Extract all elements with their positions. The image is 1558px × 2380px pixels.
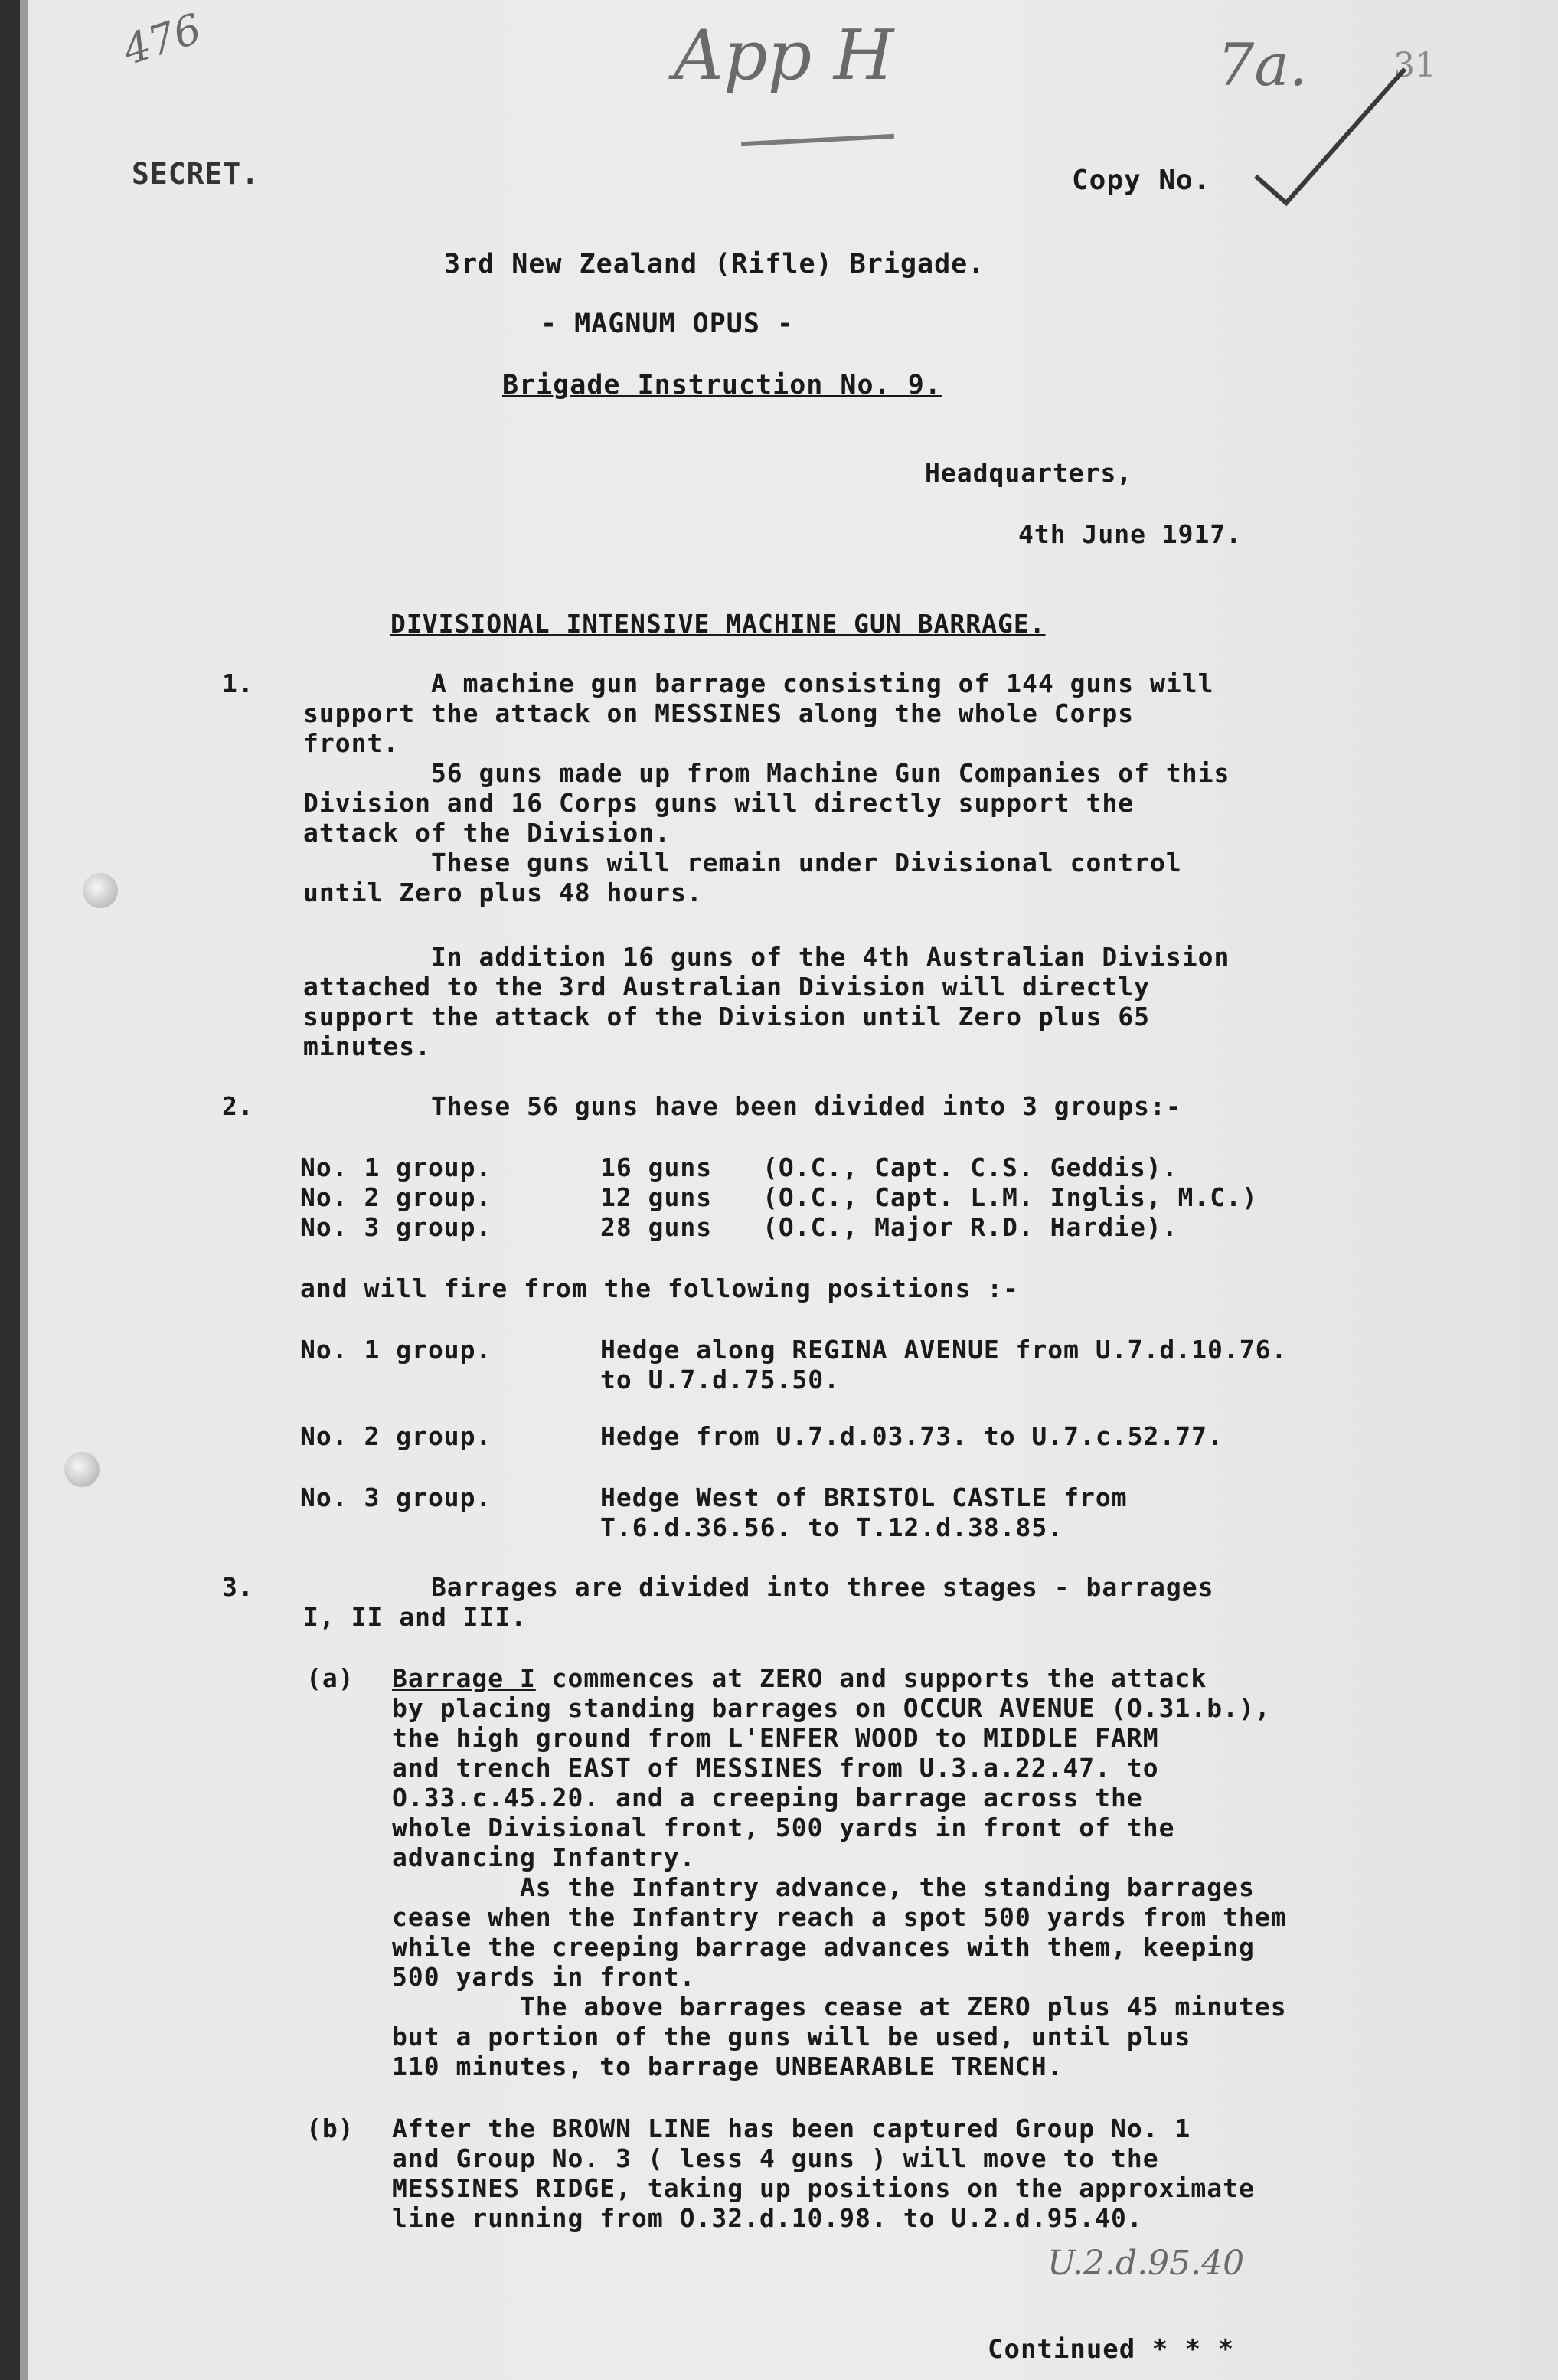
subparagraph-label: (b) bbox=[306, 2114, 354, 2143]
para3a-line: 110 minutes, to barrage UNBEARABLE TRENCH. bbox=[392, 2051, 1063, 2081]
page-binding-edge bbox=[0, 0, 20, 2380]
handwritten-page-number: 31 bbox=[1393, 46, 1436, 85]
continued-note: Continued * * * bbox=[988, 2334, 1235, 2365]
group-name: No. 2 group. bbox=[300, 1182, 492, 1212]
para1-line: A machine gun barrage consisting of 144 guns will bbox=[303, 669, 1214, 698]
para3a-first-line bbox=[392, 1663, 1207, 1693]
para2-intro: These 56 guns have been divided into 3 groups:- bbox=[303, 1091, 1182, 1121]
para1-line: attack of the Division. bbox=[303, 818, 671, 848]
handwritten-appendix-label: App H bbox=[674, 15, 894, 96]
para1-line: support the attack on MESSINES along the whole Corps bbox=[303, 698, 1135, 728]
position-group-name: No. 1 group. bbox=[300, 1335, 492, 1365]
group-oc: (O.C., Capt. L.M. Inglis, M.C.) bbox=[763, 1182, 1258, 1212]
group-name: No. 3 group. bbox=[300, 1212, 492, 1242]
position-line: to U.7.d.75.50. bbox=[600, 1365, 841, 1394]
para1-line: minutes. bbox=[303, 1031, 431, 1061]
para3a-line: the high ground from L'ENFER WOOD to MIDDLE FARM bbox=[392, 1723, 1159, 1753]
barrage-i-term: Barrage I bbox=[392, 1663, 536, 1693]
para3b-line: and Group No. 3 ( less 4 guns ) will move to the bbox=[392, 2143, 1159, 2173]
para3a-line: while the creeping barrage advances with them, keeping bbox=[392, 1932, 1255, 1962]
para1-line: In addition 16 guns of the 4th Australian Division bbox=[303, 942, 1230, 972]
para3a-line: whole Divisional front, 500 yards in front of the bbox=[392, 1813, 1175, 1842]
position-line: Hedge along REGINA AVENUE from U.7.d.10.76. bbox=[600, 1335, 1288, 1365]
para3a-line: 500 yards in front. bbox=[392, 1962, 696, 1992]
para3b-line: After the BROWN LINE has been captured Group No. 1 bbox=[392, 2114, 1191, 2143]
para1-line: Division and 16 Corps guns will directly support the bbox=[303, 788, 1135, 818]
punch-hole bbox=[64, 1452, 100, 1487]
position-line: Hedge West of BRISTOL CASTLE from bbox=[600, 1483, 1128, 1512]
punch-hole bbox=[83, 873, 118, 908]
position-group-name: No. 2 group. bbox=[300, 1421, 492, 1451]
paragraph-number: 3. bbox=[222, 1572, 254, 1602]
para3a-line: but a portion of the guns will be used, until plus bbox=[392, 2022, 1191, 2051]
position-line: Hedge from U.7.d.03.73. to U.7.c.52.77. bbox=[600, 1421, 1223, 1451]
para3a-line: by placing standing barrages on OCCUR AVENUE (O.31.b.), bbox=[392, 1693, 1271, 1723]
document-date: 4th June 1917. bbox=[1018, 519, 1243, 549]
paragraph-number: 1. bbox=[222, 669, 254, 698]
para3a-line: O.33.c.45.20. and a creeping barrage across the bbox=[392, 1783, 1143, 1813]
para1-line: These guns will remain under Divisional control bbox=[303, 848, 1182, 878]
handwritten-check-mark bbox=[1240, 61, 1416, 207]
group-guns: 28 guns bbox=[600, 1212, 713, 1242]
handwritten-ref-number: 476 bbox=[116, 4, 207, 75]
para1-line: until Zero plus 48 hours. bbox=[303, 878, 703, 907]
para3-intro-line: Barrages are divided into three stages - barrages bbox=[303, 1572, 1214, 1602]
para3a-line: cease when the Infantry reach a spot 500 yards from them bbox=[392, 1902, 1287, 1932]
brigade-title: 3rd New Zealand (Rifle) Brigade. bbox=[444, 249, 985, 280]
position-group-name: No. 3 group. bbox=[300, 1483, 492, 1512]
para3-intro-line: I, II and III. bbox=[303, 1602, 527, 1632]
para3a-line: and trench EAST of MESSINES from U.3.a.22.47. to bbox=[392, 1753, 1159, 1783]
para3a-first-rest: commences at ZERO and supports the attack bbox=[535, 1663, 1207, 1693]
classification-mark: SECRET. bbox=[132, 157, 260, 191]
para1-line: 56 guns made up from Machine Gun Companies of this bbox=[303, 758, 1230, 788]
group-guns: 16 guns bbox=[600, 1152, 713, 1182]
para3b-line: MESSINES RIDGE, taking up positions on the approximate bbox=[392, 2173, 1255, 2203]
para3a-line: The above barrages cease at ZERO plus 45 minutes bbox=[392, 1992, 1287, 2022]
headquarters-label: Headquarters, bbox=[925, 458, 1133, 488]
handwritten-grid-correction: U.2.d.95.40 bbox=[1047, 2244, 1245, 2283]
para3a-line: As the Infantry advance, the standing barrages bbox=[392, 1872, 1255, 1902]
paragraph-number: 2. bbox=[222, 1091, 254, 1121]
operation-name: - MAGNUM OPUS - bbox=[541, 309, 795, 339]
page-shadow-edge bbox=[20, 0, 28, 2380]
handwritten-underline bbox=[741, 134, 894, 146]
subject-heading: DIVISIONAL INTENSIVE MACHINE GUN BARRAGE. bbox=[390, 609, 1046, 639]
positions-intro: and will fire from the following positions :- bbox=[300, 1273, 1020, 1303]
subparagraph-label: (a) bbox=[306, 1663, 354, 1693]
group-oc: (O.C., Major R.D. Hardie). bbox=[763, 1212, 1178, 1242]
position-line: T.6.d.36.56. to T.12.d.38.85. bbox=[600, 1512, 1064, 1542]
para3a-line: advancing Infantry. bbox=[392, 1842, 696, 1872]
para1-line: attached to the 3rd Australian Division will directly bbox=[303, 972, 1150, 1002]
copy-number: Copy No. bbox=[1072, 165, 1211, 196]
group-oc: (O.C., Capt. C.S. Geddis). bbox=[763, 1152, 1178, 1182]
handwritten-seven-a: 7a. bbox=[1217, 31, 1308, 99]
instruction-title: Brigade Instruction No. 9. bbox=[502, 370, 942, 400]
para3b-line: line running from O.32.d.10.98. to U.2.d.95.40. bbox=[392, 2203, 1143, 2233]
para1-line: support the attack of the Division until Zero plus 65 bbox=[303, 1002, 1150, 1031]
group-name: No. 1 group. bbox=[300, 1152, 492, 1182]
group-guns: 12 guns bbox=[600, 1182, 713, 1212]
para1-line: front. bbox=[303, 728, 400, 758]
